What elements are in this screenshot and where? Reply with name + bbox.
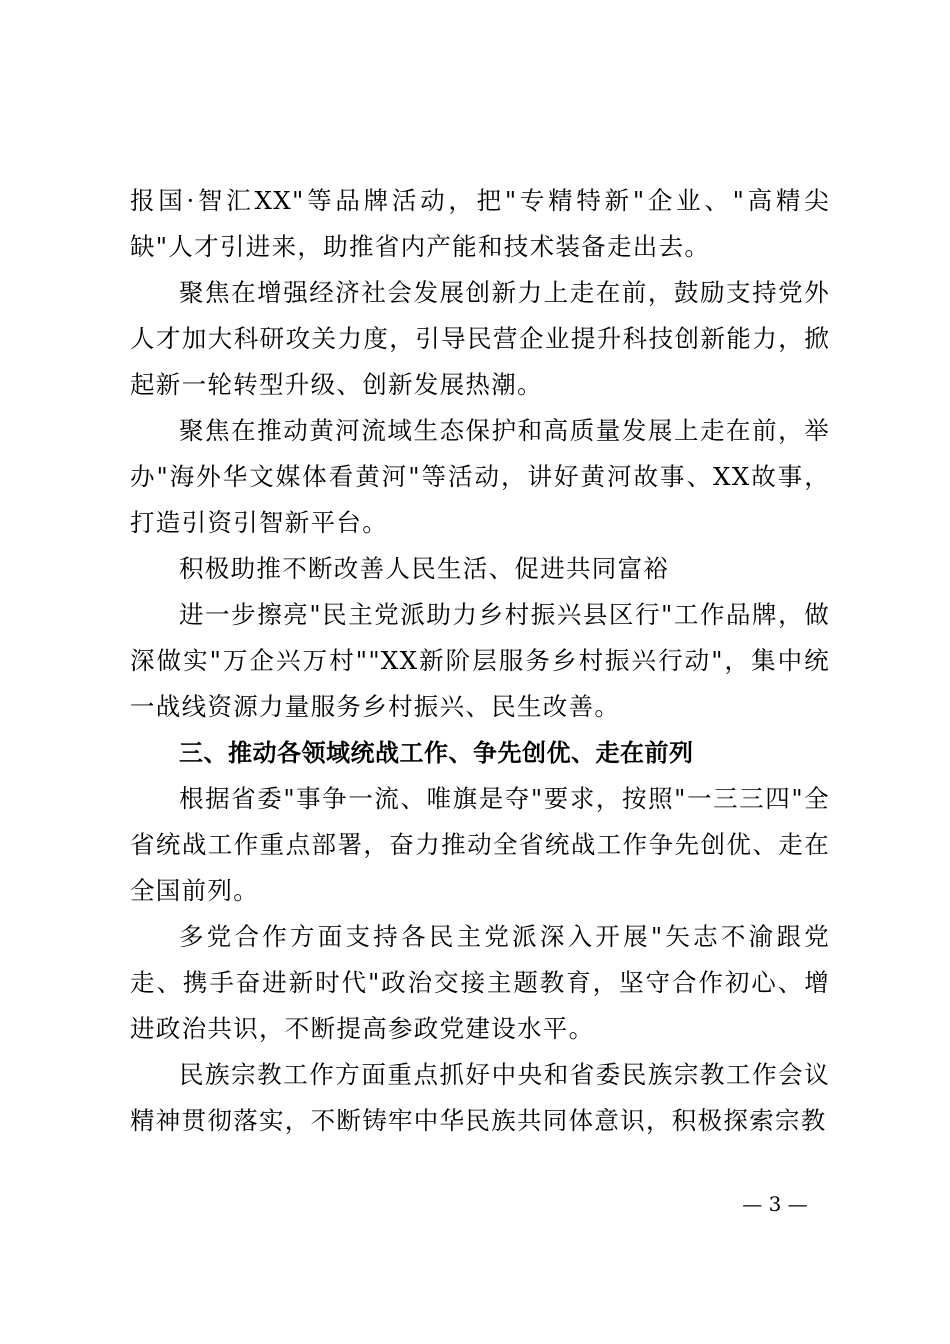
paragraph-ethnic-religious-work: 民族宗教工作方面重点抓好中央和省委民族宗教工作会议精神贯彻落实，不断铸牢中华民族共同体意识，积极探索宗教 bbox=[130, 1060, 830, 1135]
paragraph-rural-revitalization: 进一步擦亮"民主党派助力乡村振兴县区行"工作品牌，做深做实"万企兴万村""XX新阶层服务乡村振兴行动"，集中统一战线资源力量服务乡村振兴、民生改善。 bbox=[130, 600, 830, 721]
paragraph-yellow-river: 聚焦在推动黄河流域生态保护和高质量发展上走在前，举办"海外华文媒体看黄河"等活动，讲好黄河故事、XX故事，打造引资引智新平台。 bbox=[130, 416, 830, 537]
paragraph-innovation: 聚焦在增强经济社会发展创新力上走在前，鼓励支持党外人才加大科研攻关力度，引导民营企业提升科技创新能力，掀起新一轮转型升级、创新发展热潮。 bbox=[130, 278, 830, 399]
document-body bbox=[130, 178, 830, 1144]
paragraph-provincial-requirements: 根据省委"事争一流、唯旗是夺"要求，按照"一三三四"全省统战工作重点部署，奋力推动全省统战工作争先创优、走在全国前列。 bbox=[130, 784, 830, 905]
paragraph-multi-party-cooperation: 多党合作方面支持各民主党派深入开展"矢志不渝跟党走、携手奋进新时代"政治交接主题教育，坚守合作初心、增进政治共识，不断提高参政党建设水平。 bbox=[130, 922, 830, 1043]
page-number: — 3 — bbox=[742, 1192, 808, 1216]
paragraph-common-prosperity-title: 积极助推不断改善人民生活、促进共同富裕 bbox=[179, 554, 670, 583]
paragraph-continued: 报国·智汇XX"等品牌活动，把"专精特新"企业、"高精尖缺"人才引进来，助推省内产能和技术装备走出去。 bbox=[130, 186, 830, 261]
section-heading: 三、推动各领域统战工作、争先创优、走在前列 bbox=[179, 739, 694, 767]
